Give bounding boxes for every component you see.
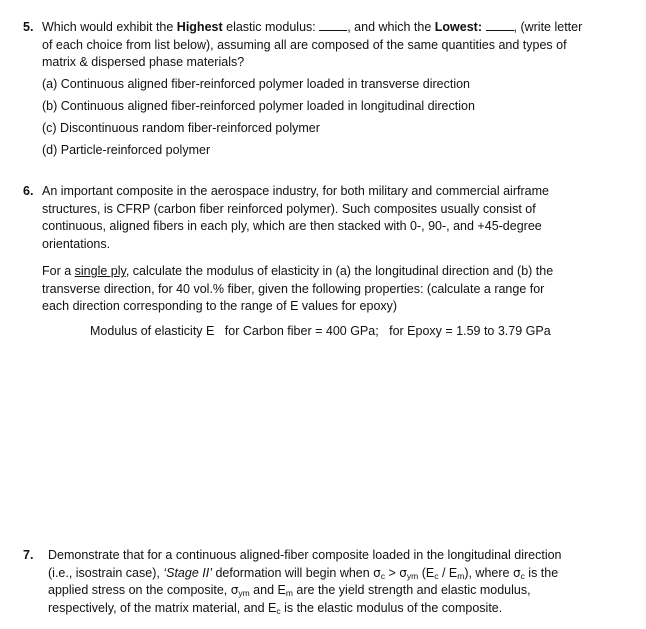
sigma-symbol: σ	[230, 583, 239, 597]
text-run: ), where	[464, 565, 513, 580]
text-run: , and which the	[347, 20, 435, 34]
text-run: >	[385, 565, 400, 580]
text-run: , (write letter	[513, 20, 583, 34]
text-run: elastic modulus:	[222, 20, 320, 34]
answer-options	[42, 73, 475, 161]
subscript: c	[434, 570, 439, 581]
text-run: respectively, of the matrix material, and E	[48, 600, 277, 615]
question-number: 7.	[23, 548, 34, 562]
question-line	[42, 19, 582, 37]
question-line: An important composite in the aerospace industry, for both military and commercial airframe	[42, 184, 549, 198]
question-line	[48, 582, 562, 600]
stage-label: ‘Stage II’	[163, 565, 212, 580]
text-run: is the elastic modulus of the composite.	[280, 600, 503, 615]
text-run: is the	[524, 565, 559, 580]
option-d: (d) Particle-reinforced polymer	[42, 143, 211, 157]
question-number: 5.	[23, 20, 34, 34]
subscript: c	[276, 605, 281, 616]
question-text	[42, 19, 582, 72]
text-run: (E	[418, 565, 435, 580]
question-line: orientations.	[42, 236, 111, 251]
subscript: c	[380, 570, 386, 581]
text-run: are the yield strength and elastic modulus,	[292, 583, 531, 597]
question-number: 6.	[23, 184, 34, 198]
question-line	[48, 565, 562, 583]
question-line: Demonstrate that for a continuous aligned-fiber composite loaded in the longitudinal direction	[48, 548, 562, 562]
question-line: transverse direction, for 40 vol.% fiber, given the following properties: (calculate a range for	[42, 281, 545, 296]
text-run: Which would exhibit the	[42, 20, 177, 34]
question-paragraph-2	[42, 263, 553, 316]
material-properties: Modulus of elasticity E for Carbon fiber = 400 GPa; for Epoxy = 1.59 to 3.79 GPa	[90, 324, 551, 338]
subscript: c	[520, 570, 525, 581]
subscript: ym	[238, 588, 250, 598]
subscript: m	[457, 570, 465, 581]
option-c: (c) Discontinuous random fiber-reinforced polymer	[42, 121, 320, 135]
option-b: (b) Continuous aligned fiber-reinforced polymer loaded in longitudinal direction	[42, 99, 475, 113]
text-run: (i.e., isostrain case),	[48, 565, 164, 580]
option-a: (a) Continuous aligned fiber-reinforced polymer loaded in transverse direction	[42, 77, 471, 91]
answer-blank-lowest[interactable]	[486, 19, 514, 31]
sigma-symbol: σ	[373, 565, 381, 580]
answer-blank-highest[interactable]	[319, 19, 347, 31]
sigma-symbol: σ	[512, 565, 521, 580]
subscript: m	[285, 588, 293, 598]
question-line	[48, 600, 562, 618]
question-text	[48, 547, 562, 617]
text-run: , calculate the modulus of elasticity in (a) the longitudinal direction and (b) the	[125, 264, 554, 278]
question-line: continuous, aligned fibers in each ply, which are then stacked with 0-, 90-, and +45-degree	[42, 219, 542, 233]
text-run: / E	[438, 565, 458, 580]
question-line	[42, 263, 553, 281]
emphasis-lowest: Lowest:	[434, 20, 483, 34]
text-run: applied stress on the composite,	[48, 583, 231, 597]
text-run: deformation will begin when	[211, 565, 374, 580]
text-run: For a	[42, 264, 75, 278]
underlined-text: single ply	[74, 264, 126, 278]
subscript: ym	[406, 570, 419, 581]
question-line: each direction corresponding to the range of E values for epoxy)	[42, 299, 398, 313]
emphasis-highest: Highest	[176, 20, 223, 34]
question-line: structures, is CFRP (carbon fiber reinforced polymer). Such composites usually consist of	[42, 201, 536, 216]
question-line: of each choice from list below), assuming all are composed of the same quantities and types of	[42, 37, 567, 52]
text-run: and E	[249, 583, 286, 597]
question-line: matrix & dispersed phase materials?	[42, 55, 245, 69]
question-paragraph-1	[42, 183, 549, 253]
sigma-symbol: σ	[399, 565, 407, 580]
